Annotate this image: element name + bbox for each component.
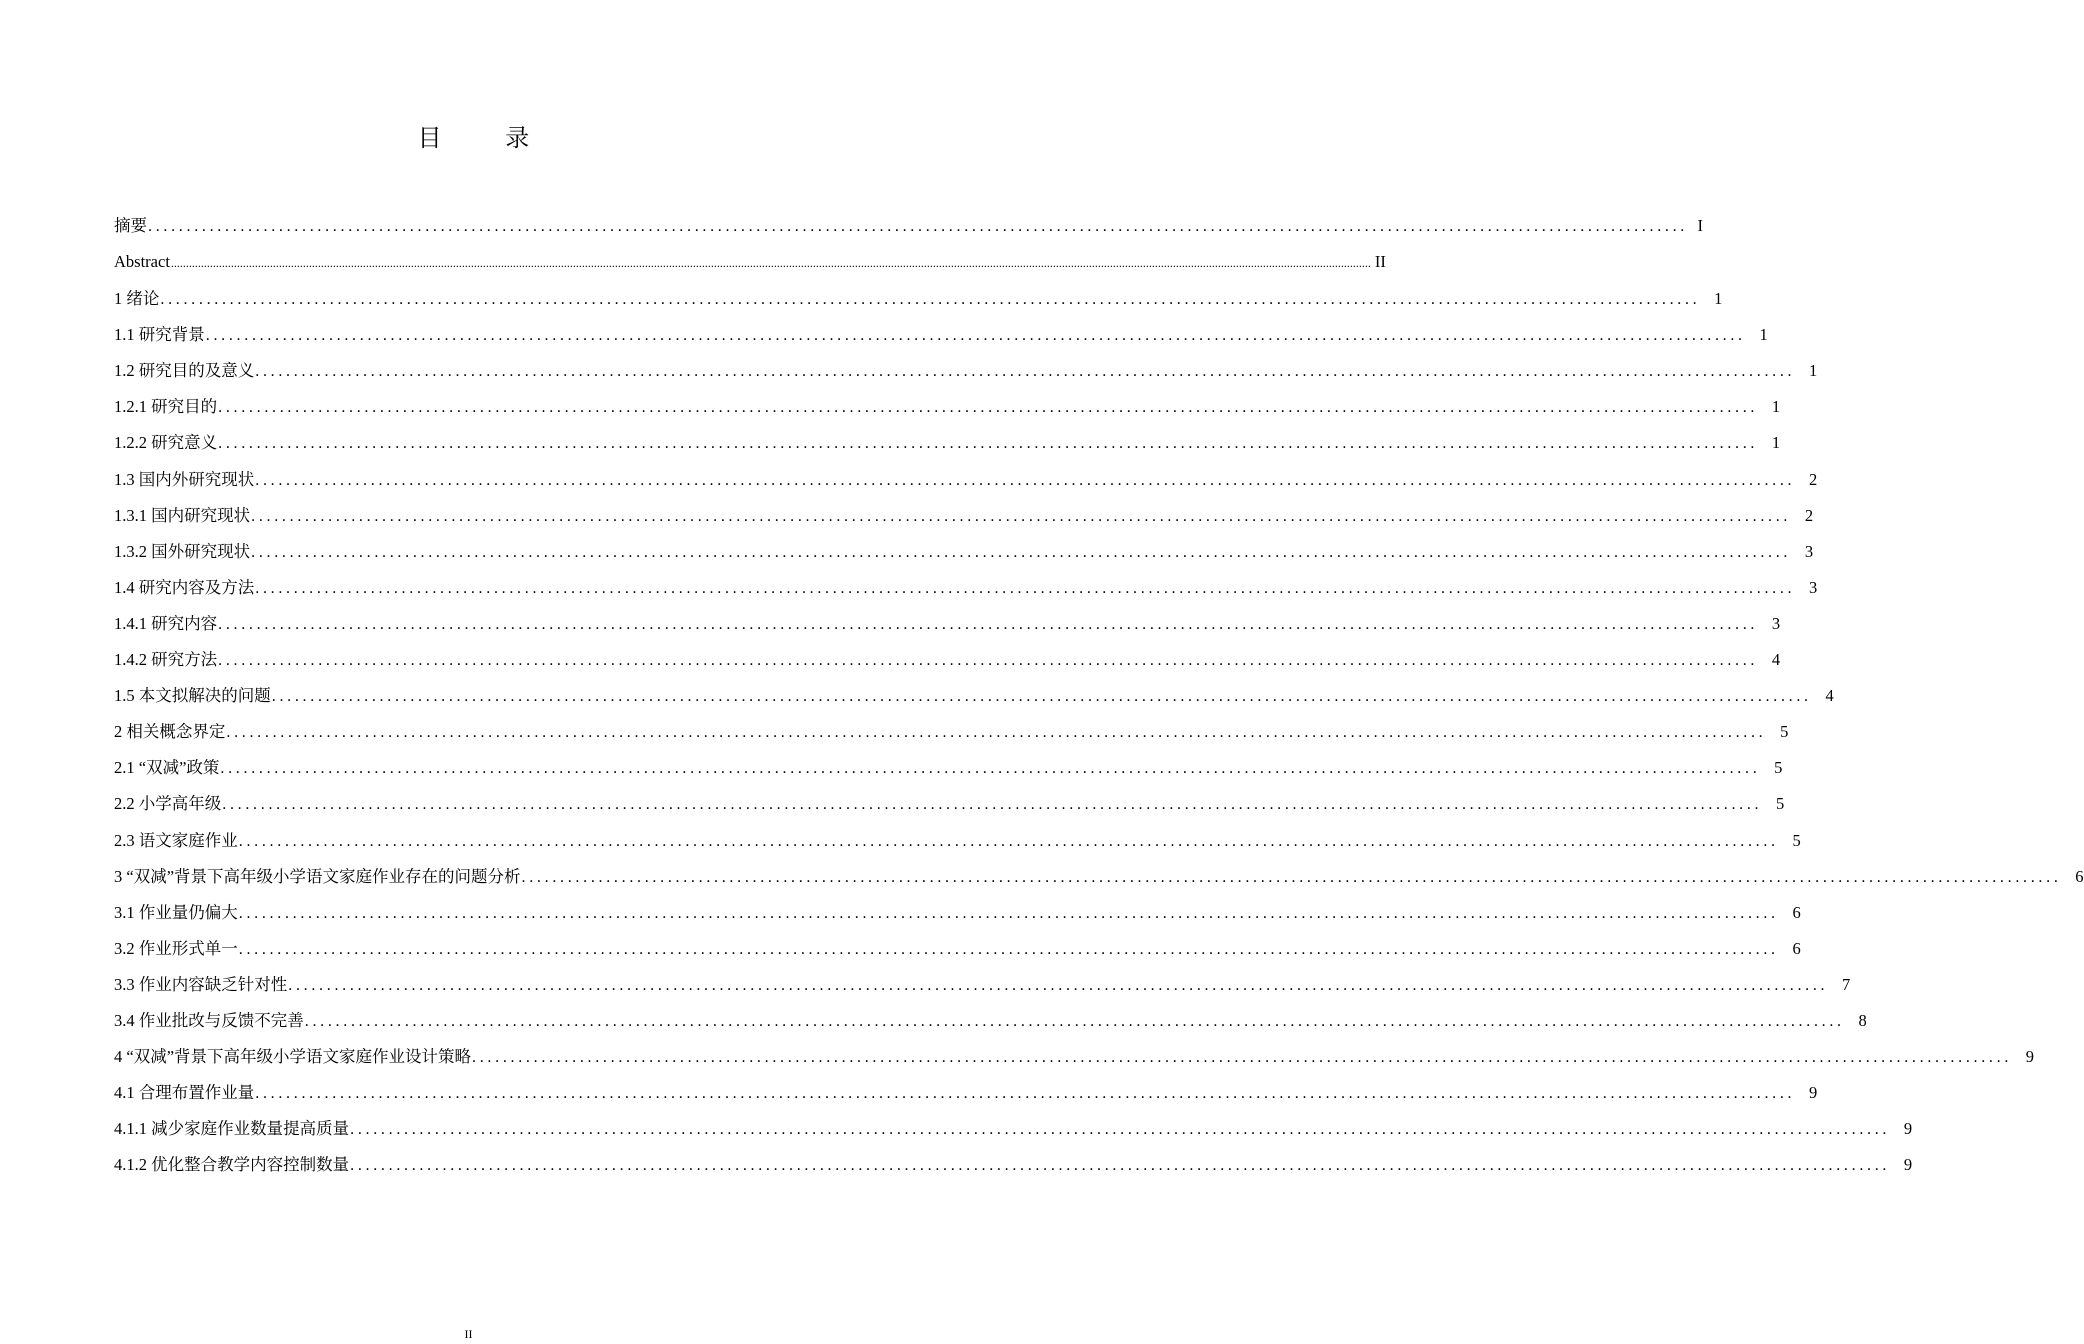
toc-entry-label: 3.2 作业形式单一 [114,938,238,958]
toc-entry-label: 2.1 “双减”政策 [114,758,220,778]
toc-title: 目 录 [417,124,558,152]
toc-entry[interactable] [114,570,1818,606]
toc-leader-dots: ................................................................................................................................................................................................................................................................................................................................................................................................................ [170,256,1371,271]
toc-entry[interactable] [114,714,1789,750]
toc-entry-label: 1.2.2 研究意义 [114,433,218,453]
toc-entry[interactable] [114,317,1768,353]
toc-entry-page-number: 9 [1809,1083,1818,1103]
toc-entry[interactable] [114,389,1781,425]
toc-entry[interactable] [114,823,1801,859]
toc-entry[interactable] [114,1111,1913,1147]
toc-entry-label: 2.2 小学高年级 [114,794,222,814]
toc-entry[interactable] [114,967,1851,1003]
toc-entry-page-number: 2 [1809,469,1818,489]
toc-entry-page-number: 3 [1771,613,1781,633]
toc-entry-label: 1 绪论 [114,289,160,309]
toc-entry-label: 1.4.2 研究方法 [114,650,218,670]
toc-entry-page-number: 3 [1804,541,1814,561]
toc-leader-dots: ........................................................................................................................................................................................................ [251,507,1792,525]
toc-entry[interactable] [114,534,1814,570]
toc-entry[interactable] [114,244,1386,281]
toc-entry-label: 1.2 研究目的及意义 [114,361,255,381]
toc-entry-label: 1.4 研究内容及方法 [114,577,255,597]
toc-entry-label: 3.1 作业量仍偏大 [114,902,238,922]
toc-leader-dots: ........................................................................................................................................................................................................ [222,796,1763,814]
toc-entry[interactable] [114,208,1703,244]
toc-entry-label: 4.1.2 优化整合教学内容控制数量 [114,1155,350,1175]
toc-entry-page-number: 9 [1903,1119,1913,1139]
toc-leader-dots: ........................................................................................................................................................................................................ [251,543,1792,561]
toc-entry-page-number: 4 [1771,650,1781,670]
toc-entry[interactable] [114,1147,1913,1183]
toc-entry-label: 1.3 国内外研究现状 [114,469,255,489]
toc-entry[interactable] [114,859,2084,895]
toc-entry-page-number: 1 [1771,397,1781,417]
toc-entry[interactable] [114,606,1781,642]
toc-entry-page-number: 1 [1809,361,1818,381]
toc-leader-dots: ........................................................................................................................................................................................................ [521,868,2062,886]
toc-entry-page-number: I [1697,216,1703,235]
toc-entry-label: 1.3.1 国内研究现状 [114,505,251,525]
toc-leader-dots: ........................................................................................................................................................................................................ [218,652,1759,670]
toc-entry[interactable] [114,1003,1867,1039]
toc-entry-page-number: 5 [1780,722,1789,742]
toc-leader-dots: ........................................................................................................................................................................................................ [304,1012,1845,1030]
toc-entry-label: 4 “双减”背景下高年级小学语文家庭作业设计策略 [114,1047,472,1067]
toc-entry[interactable] [114,281,1723,317]
toc-leader-dots: ........................................................................................................................................................................................................ [205,327,1746,345]
toc-leader-dots: ........................................................................................................................................................................................................ [472,1049,2013,1067]
toc-entry-label: 1.3.2 国外研究现状 [114,541,251,561]
toc-entry-label: 1.5 本文拟解决的问题 [114,686,271,706]
toc-leader-dots: ........................................................................................................................................................................................................ [226,724,1767,742]
toc-leader-dots: ........................................................................................................................................................................................................ [255,363,1796,381]
toc-entry-label: 2 相关概念界定 [114,722,226,742]
toc-entry[interactable] [114,498,1814,534]
toc-entry-page-number: 4 [1825,686,1834,706]
toc-entry-label: 3 “双减”背景下高年级小学语文家庭作业存在的问题分析 [114,866,521,886]
toc-entry[interactable] [114,642,1781,678]
toc-entry-page-number: II [1374,252,1386,272]
toc-entry-page-number: 9 [1903,1155,1913,1175]
toc-leader-dots: ........................................................................................................................................................................................................ [255,1085,1796,1103]
toc-entry[interactable] [114,678,1834,714]
toc-entry-page-number: 1 [1771,433,1781,453]
toc-leader-dots: ........................................................................................................................................................................................................ [218,399,1759,417]
toc-leader-dots: ........................................................................................................................................................................................................ [255,471,1796,489]
toc-entry-page-number: 6 [1792,902,1801,922]
toc-entry[interactable] [114,425,1781,461]
toc-leader-dots: ........................................................................................................................................................................................................ [238,904,1779,922]
toc-entry-label: 3.4 作业批改与反馈不完善 [114,1010,304,1030]
toc-entry-page-number: 9 [2025,1047,2035,1067]
toc-entry-page-number: 6 [2075,866,2084,886]
toc-entry-page-number: 5 [1792,830,1801,850]
toc-entry-label: Abstract [114,252,170,272]
toc-leader-dots: ........................................................................................................................................................................................................ [160,291,1701,309]
toc-entry-label: 4.1.1 减少家庭作业数量提高质量 [114,1119,350,1139]
toc-entry-page-number: 7 [1842,974,1851,994]
toc-entry-label: 3.3 作业内容缺乏针对性 [114,974,288,994]
toc-entry-page-number: 6 [1792,938,1801,958]
toc-leader-dots: ........................................................................................................................................................................................................ [218,615,1759,633]
toc-leader-dots: ........................................................................................................................................................................................................ [255,579,1796,597]
page-number-footer: II [464,1327,473,1341]
toc-entry[interactable] [114,1039,2035,1075]
toc-leader-dots: ........................................................................................................................................................................................................ [218,435,1759,453]
toc-leader-dots: ........................................................................................................................................................................................................ [350,1157,1891,1175]
toc-entry-label: 摘要 [114,216,147,235]
toc-entry-label: 1.1 研究背景 [114,325,205,345]
toc-entry[interactable] [114,353,1818,389]
toc-entry-label: 1.4.1 研究内容 [114,613,218,633]
toc-leader-dots: ........................................................................................................................................................................................................ [238,832,1779,850]
toc-entry-page-number: 2 [1804,505,1814,525]
toc-leader-dots: ........................................................................................................................................................................................................ [148,218,1688,235]
toc-leader-dots: ........................................................................................................................................................................................................ [288,976,1829,994]
toc-entry[interactable] [114,895,1801,931]
toc-leader-dots: ........................................................................................................................................................................................................ [238,940,1779,958]
toc-entry-page-number: 5 [1776,794,1785,814]
toc-entry[interactable] [114,462,1818,498]
toc-entry-page-number: 8 [1858,1010,1867,1030]
toc-entry-page-number: 1 [1759,325,1768,345]
toc-entry[interactable] [114,786,1785,822]
toc-leader-dots: ........................................................................................................................................................................................................ [350,1121,1891,1139]
toc-entry-page-number: 3 [1809,577,1818,597]
toc-leader-dots: ........................................................................................................................................................................................................ [220,760,1761,778]
toc-list [114,208,2084,1183]
toc-entry-page-number: 5 [1774,758,1783,778]
toc-entry-label: 1.2.1 研究目的 [114,397,218,417]
toc-entry-label: 2.3 语文家庭作业 [114,830,238,850]
toc-leader-dots: ........................................................................................................................................................................................................ [271,688,1812,706]
toc-entry[interactable] [114,750,1783,786]
toc-entry-label: 4.1 合理布置作业量 [114,1083,255,1103]
toc-entry-page-number: 1 [1714,289,1723,309]
toc-entry[interactable] [114,931,1801,967]
toc-entry[interactable] [114,1075,1818,1111]
